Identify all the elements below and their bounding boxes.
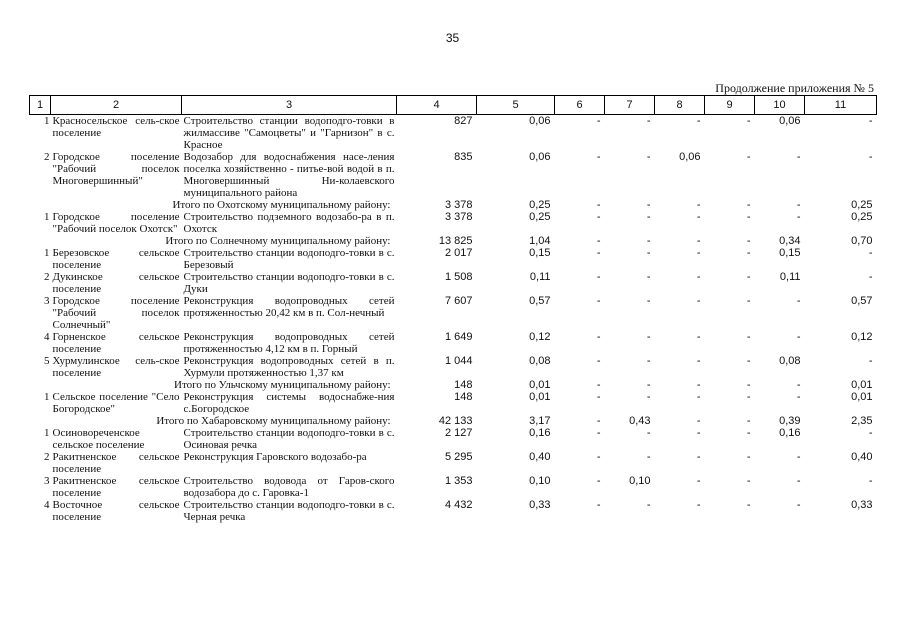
table-row	[30, 475, 877, 499]
value-cell: -	[596, 247, 601, 259]
value-cell: -	[868, 427, 873, 439]
value-cell: -	[646, 391, 651, 403]
value-cell: -	[696, 427, 701, 439]
table-row	[30, 211, 877, 235]
project-description: Строительство станции водоподго-товки в с. Черная речка	[183, 499, 395, 523]
settlement-name: Городское поселение "Рабочий поселок Охотск"	[52, 211, 180, 235]
value-cell: -	[796, 199, 801, 211]
value-cell: -	[746, 331, 751, 343]
value-cell: 3 378	[444, 211, 473, 223]
value-cell: -	[646, 427, 651, 439]
row-index: 4	[44, 331, 50, 343]
value-cell: -	[696, 199, 701, 211]
project-description: Реконструкция водопроводных сетей протяженностью 4,12 км в п. Горный	[183, 331, 395, 355]
value-cell: 0,06	[779, 115, 801, 127]
project-description: Строительство станции водоподго-товки в с. Дуки	[183, 271, 395, 295]
value-cell: -	[596, 355, 601, 367]
table-row	[30, 271, 877, 295]
value-cell: -	[796, 151, 801, 163]
value-cell: -	[796, 391, 801, 403]
project-description: Реконструкция водопроводных сетей протяженностью 20,42 км в п. Сол-нечный	[183, 295, 395, 319]
column-header: 4	[397, 96, 477, 115]
row-index: 4	[44, 499, 50, 511]
value-cell: 7 607	[444, 295, 473, 307]
value-cell: -	[596, 199, 601, 211]
value-cell: -	[868, 151, 873, 163]
district-total-row	[30, 379, 877, 391]
value-cell: 0,25	[851, 199, 873, 211]
value-cell: 0,33	[851, 499, 873, 511]
row-index: 2	[44, 271, 50, 283]
row-index: 5	[44, 355, 50, 367]
value-cell: -	[696, 115, 701, 127]
column-header: 9	[705, 96, 755, 115]
value-cell: -	[696, 475, 701, 487]
value-cell: -	[696, 331, 701, 343]
value-cell: -	[596, 151, 601, 163]
value-cell: 0,08	[529, 355, 551, 367]
value-cell: -	[868, 475, 873, 487]
value-cell: -	[796, 331, 801, 343]
value-cell: -	[696, 295, 701, 307]
table-row	[30, 499, 877, 523]
value-cell: -	[646, 295, 651, 307]
settlement-name: Городское поселение "Рабочий поселок Многовершинный"	[52, 151, 180, 187]
row-index: 3	[44, 475, 50, 487]
table-row	[30, 355, 877, 379]
value-cell: 0,12	[851, 331, 873, 343]
table-header	[30, 96, 877, 115]
value-cell: 0,25	[529, 211, 551, 223]
value-cell: -	[596, 499, 601, 511]
value-cell: 835	[454, 151, 473, 163]
settlement-name: Дукинское сельское поселение	[52, 271, 180, 295]
column-header: 5	[477, 96, 555, 115]
value-cell: -	[746, 235, 751, 247]
value-cell: 0,15	[529, 247, 551, 259]
total-label: Итого по Охотскому муниципальному району:	[172, 199, 391, 211]
value-cell: 0,12	[529, 331, 551, 343]
value-cell: -	[596, 271, 601, 283]
value-cell: 0,15	[779, 247, 801, 259]
column-header: 3	[182, 96, 397, 115]
value-cell: -	[596, 115, 601, 127]
value-cell: 0,43	[629, 415, 651, 427]
settlement-name: Ракитненское сельское поселение	[52, 475, 180, 499]
value-cell: -	[746, 427, 751, 439]
column-header: 6	[555, 96, 605, 115]
project-description: Строительство подземного водозабо-ра в п. Охотск	[183, 211, 395, 235]
table-row	[30, 295, 877, 331]
page-number: 35	[445, 31, 460, 45]
value-cell: 0,10	[529, 475, 551, 487]
appendix-table	[29, 95, 877, 523]
value-cell: -	[868, 355, 873, 367]
value-cell: -	[746, 415, 751, 427]
district-total-row	[30, 415, 877, 427]
value-cell: -	[696, 235, 701, 247]
settlement-name: Красносельское сель-ское поселение	[52, 115, 180, 139]
column-header: 10	[755, 96, 805, 115]
value-cell: -	[868, 271, 873, 283]
value-cell: 0,11	[529, 271, 551, 283]
project-description: Строительство станции водоподго-товки в с. Осиновая речка	[183, 427, 395, 451]
value-cell: 2,35	[851, 415, 873, 427]
value-cell: 0,25	[851, 211, 873, 223]
value-cell: -	[646, 151, 651, 163]
value-cell: -	[796, 379, 801, 391]
column-header: 2	[51, 96, 182, 115]
value-cell: -	[596, 235, 601, 247]
value-cell: 1 649	[444, 331, 473, 343]
value-cell: -	[746, 295, 751, 307]
project-description: Строительство станции водоподго-товки в с. Березовый	[183, 247, 395, 271]
value-cell: 0,40	[851, 451, 873, 463]
table-row	[30, 451, 877, 475]
value-cell: 0,34	[779, 235, 801, 247]
project-description: Водозабор для водоснабжения насе-ления поселка хозяйственно - питье-вой водой в п. Многовершинный Ни-колаевского муниципального района	[183, 151, 395, 199]
value-cell: -	[746, 247, 751, 259]
settlement-name: Хурмулинское сель-ское поселение	[52, 355, 180, 379]
row-index: 2	[44, 151, 50, 163]
column-header: 1	[30, 96, 51, 115]
value-cell: -	[696, 415, 701, 427]
value-cell: -	[696, 247, 701, 259]
value-cell: -	[746, 355, 751, 367]
value-cell: -	[596, 427, 601, 439]
value-cell: -	[696, 499, 701, 511]
value-cell: -	[596, 475, 601, 487]
total-label: Итого по Солнечному муниципальному району:	[165, 235, 391, 247]
value-cell: -	[646, 355, 651, 367]
district-total-row	[30, 199, 877, 211]
table-body	[30, 115, 877, 524]
row-index: 1	[44, 391, 50, 403]
value-cell: -	[596, 391, 601, 403]
value-cell: 0,57	[529, 295, 551, 307]
value-cell: 0,33	[529, 499, 551, 511]
value-cell: -	[868, 247, 873, 259]
row-index: 3	[44, 295, 50, 307]
value-cell: -	[796, 499, 801, 511]
value-cell: -	[746, 199, 751, 211]
value-cell: -	[746, 499, 751, 511]
value-cell: -	[596, 415, 601, 427]
value-cell: 0,25	[529, 199, 551, 211]
value-cell: 1 353	[444, 475, 473, 487]
value-cell: 0,16	[529, 427, 551, 439]
value-cell: 0,01	[529, 379, 551, 391]
district-total-row	[30, 235, 877, 247]
total-label: Итого по Хабаровскому муниципальному району:	[156, 415, 391, 427]
value-cell: -	[646, 331, 651, 343]
value-cell: 148	[454, 391, 473, 403]
project-description: Реконструкция Гаровского водозабо-ра	[183, 451, 367, 463]
value-cell: -	[646, 235, 651, 247]
value-cell: -	[746, 451, 751, 463]
settlement-name: Горненское сельское поселение	[52, 331, 180, 355]
value-cell: -	[596, 295, 601, 307]
value-cell: -	[746, 211, 751, 223]
value-cell: -	[646, 115, 651, 127]
value-cell: 827	[454, 115, 473, 127]
value-cell: -	[596, 211, 601, 223]
value-cell: -	[796, 295, 801, 307]
value-cell: 0,70	[851, 235, 873, 247]
settlement-name: Ракитненское сельское поселение	[52, 451, 180, 475]
value-cell: 4 432	[444, 499, 473, 511]
value-cell: 0,11	[779, 271, 801, 283]
value-cell: -	[746, 379, 751, 391]
value-cell: -	[796, 451, 801, 463]
value-cell: 0,08	[779, 355, 801, 367]
value-cell: -	[746, 475, 751, 487]
row-index: 2	[44, 451, 50, 463]
settlement-name: Городское поселение "Рабочий поселок Солнечный"	[52, 295, 180, 331]
value-cell: -	[746, 115, 751, 127]
value-cell: 2 127	[444, 427, 473, 439]
continuation-label: Продолжение приложения № 5	[715, 81, 874, 95]
settlement-name: Восточное сельское поселение	[52, 499, 180, 523]
value-cell: 0,06	[529, 151, 551, 163]
settlement-name: Сельское поселение "Село Богородское"	[52, 391, 180, 415]
value-cell: 0,39	[779, 415, 801, 427]
row-index: 1	[44, 211, 50, 223]
table-row	[30, 331, 877, 355]
value-cell: -	[746, 151, 751, 163]
value-cell: -	[596, 331, 601, 343]
row-index: 1	[44, 247, 50, 259]
value-cell: 5 295	[444, 451, 473, 463]
settlement-name: Березовское сельское поселение	[52, 247, 180, 271]
value-cell: -	[796, 211, 801, 223]
value-cell: -	[696, 355, 701, 367]
value-cell: -	[646, 247, 651, 259]
value-cell: -	[596, 451, 601, 463]
value-cell: -	[868, 115, 873, 127]
value-cell: 0,16	[779, 427, 801, 439]
value-cell: -	[696, 379, 701, 391]
settlement-name: Осиновореченское сельское поселение	[52, 427, 145, 451]
value-cell: -	[796, 475, 801, 487]
value-cell: -	[746, 391, 751, 403]
table-row	[30, 115, 877, 152]
value-cell: 13 825	[438, 235, 473, 247]
value-cell: -	[646, 379, 651, 391]
value-cell: 1,04	[529, 235, 551, 247]
value-cell: 0,06	[679, 151, 701, 163]
table-row	[30, 391, 877, 415]
value-cell: -	[646, 211, 651, 223]
value-cell: 148	[454, 379, 473, 391]
value-cell: 3,17	[529, 415, 551, 427]
project-description: Строительство станции водоподго-товки в жилмассиве "Самоцветы" и "Гарнизон" в с. Красное	[183, 115, 395, 151]
value-cell: 0,01	[851, 391, 873, 403]
value-cell: -	[646, 499, 651, 511]
value-cell: 3 378	[444, 199, 473, 211]
value-cell: -	[696, 451, 701, 463]
value-cell: -	[696, 391, 701, 403]
table-row	[30, 151, 877, 199]
value-cell: -	[596, 379, 601, 391]
row-index: 1	[44, 115, 50, 127]
row-index: 1	[44, 427, 50, 439]
value-cell: 0,01	[529, 391, 551, 403]
column-header: 7	[605, 96, 655, 115]
value-cell: 1 508	[444, 271, 473, 283]
column-header: 8	[655, 96, 705, 115]
value-cell: -	[696, 271, 701, 283]
project-description: Реконструкция системы водоснабже-ния с.Богородское	[183, 391, 395, 415]
project-description: Реконструкция водопроводных сетей в п. Хурмули протяженностью 1,37 км	[183, 355, 395, 379]
value-cell: -	[646, 199, 651, 211]
total-label: Итого по Ульчскому муниципальному району:	[174, 379, 391, 391]
value-cell: 2 017	[444, 247, 473, 259]
value-cell: 0,57	[851, 295, 873, 307]
column-header: 11	[805, 96, 877, 115]
value-cell: 0,40	[529, 451, 551, 463]
value-cell: 0,06	[529, 115, 551, 127]
value-cell: -	[646, 271, 651, 283]
value-cell: -	[696, 211, 701, 223]
value-cell: 0,10	[629, 475, 651, 487]
value-cell: -	[646, 451, 651, 463]
table-row	[30, 247, 877, 271]
value-cell: 42 133	[438, 415, 473, 427]
table-row	[30, 427, 877, 451]
value-cell: 0,01	[851, 379, 873, 391]
value-cell: -	[746, 271, 751, 283]
value-cell: 1 044	[444, 355, 473, 367]
project-description: Строительство водовода от Гаров-ского водозабора до с. Гаровка-1	[183, 475, 395, 499]
